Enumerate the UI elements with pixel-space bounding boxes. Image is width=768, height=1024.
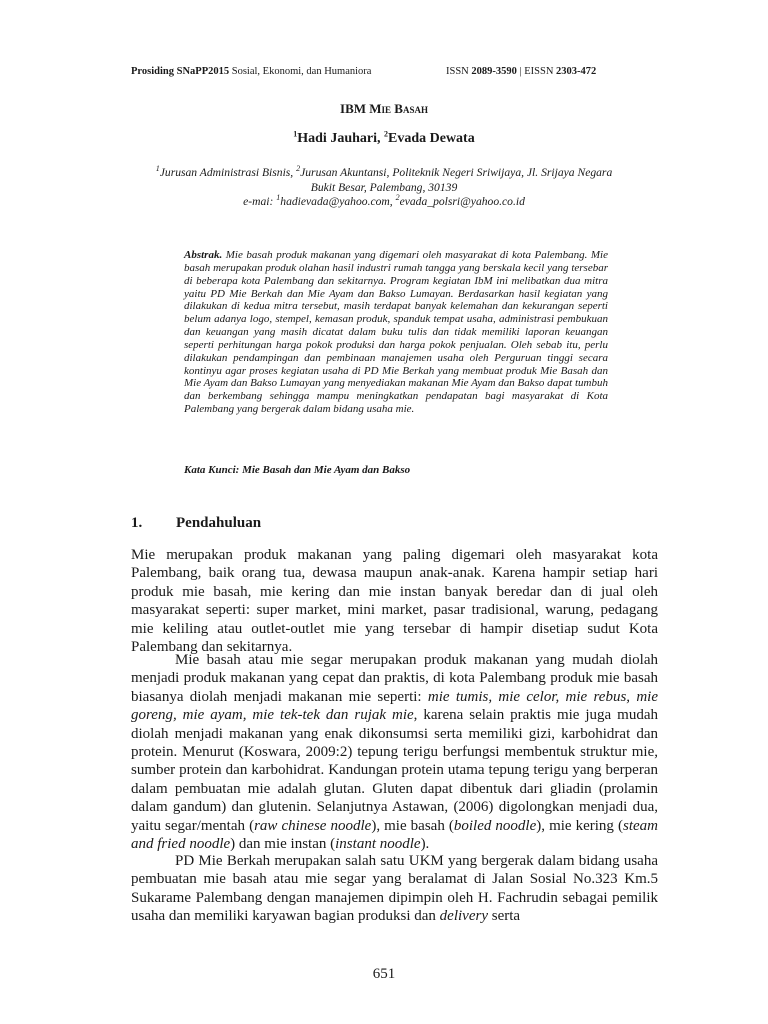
- running-header-right: [446, 66, 596, 77]
- p3-text-a: PD Mie Berkah merupakan salah satu UKM yang bergerak dalam bidang usaha pembuatan mie basah atau mie segar yang beralamat di Jalan Sosial No.323 Km.5 Sukarame Palembang dengan manajemen dipimpin oleh H. Fachrudin sebagai pemilik usaha dan memiliki karyawan bagian produksi dan: [131, 853, 658, 925]
- issn-label: ISSN: [446, 66, 472, 77]
- email-sup-1: 1: [276, 193, 281, 203]
- author1-sup: 1: [293, 129, 298, 139]
- p2-italic-2: raw chinese noodle: [254, 817, 372, 834]
- affiliation: [120, 166, 648, 210]
- email-label: e-mai:: [243, 195, 277, 208]
- email-sup-2: 2: [395, 193, 400, 203]
- p2-text-f: ).: [420, 836, 430, 853]
- body-paragraph-3: [131, 852, 658, 926]
- author1-name: Hadi Jauhari,: [297, 131, 384, 146]
- email-2: evada_polsri@yahoo.co.id: [399, 195, 525, 208]
- proceedings-name: Prosiding SNaPP2015: [131, 66, 230, 77]
- paper-title: [0, 101, 768, 117]
- section-heading: [131, 515, 261, 532]
- p2-text-a: Mie basah atau mie segar merupakan produk makanan yang mudah diolah menjadi produk makanan yang cepat dan praktis, di kota Palembang produk mie basah biasanya diolah menjadi makanan mie seperti:: [131, 652, 658, 705]
- p2-text-c: ), mie basah (: [371, 817, 454, 834]
- p2-text-b: , karena selain praktis mie juga mudah diolah menjadi makanan yang enak dikonsumsi serta memiliki gizi, karbohidrat dan protein. Menurut (Koswara, 2009:2) tepung terigu berfungsi membentuk struktur mie, sumber protein dan karbohidrat. Kandungan protein utama tepung terigu yang berperan dalam pembuatan mie adalah glutan. Gluten dapat dibentuk dari gliadin (prolamin dalam gandum) dan glutenin. Selanjutnya Astawan, (2006) digolongkan menjadi dua, yaitu segar/mentah (: [131, 707, 658, 834]
- p2-text-d: ), mie kering (: [536, 817, 623, 834]
- eissn-label: | EISSN: [516, 66, 557, 77]
- p2-italic-4: steam and fried noodle: [131, 817, 658, 853]
- p2-italic-5: instant noodle: [335, 836, 421, 853]
- abstract: [184, 249, 608, 416]
- title-mie: Mie: [369, 101, 395, 116]
- body-paragraph-1: Mie merupakan produk makanan yang paling digemari oleh masyarakat kota Palembang, baik orang tua, dewasa maupun anak-anak. Karena hampir setiap hari produk mie basah, mie kering dan mie instan banyak beredar dan di jual oleh masyarakat seperti: super market, mini market, pasar tradisional, warung, pedagang mie keliling atau outlet-outlet mie yang tersebar di hampir disetiap sudut Kota Palembang dan sekitarnya.: [131, 547, 658, 656]
- p3-text-b: serta: [487, 908, 521, 925]
- body-paragraph-2: [131, 651, 658, 853]
- title-ibm: IBM: [340, 101, 370, 116]
- eissn-value: 2303-472: [556, 66, 597, 77]
- affiliation-line-2: Bukit Besar, Palembang, 30139: [310, 180, 458, 194]
- aff-sup-2: 2: [296, 164, 301, 174]
- p2-text-e: ) dan mie instan (: [230, 836, 336, 853]
- affiliation-line-1: [120, 166, 648, 181]
- keywords: Kata Kunci: Mie Basah dan Mie Ayam dan Bakso: [184, 464, 411, 476]
- title-basah: Basah: [394, 101, 428, 116]
- p2-italic-1: mie tumis, mie celor, mie rebus, mie goreng, mie ayam, mie tek-tek dan rujak mie: [131, 688, 658, 724]
- author2-name: Evada Dewata: [388, 131, 475, 146]
- p2-italic-3: boiled noodle: [453, 817, 537, 834]
- abstract-label: Abstrak.: [184, 249, 223, 261]
- aff-dept-1: Jurusan Administrasi Bisnis,: [159, 166, 297, 179]
- p3-italic-1: delivery: [439, 908, 488, 925]
- proceedings-topic: Sosial, Ekonomi, dan Humaniora: [229, 66, 372, 77]
- issn-value: 2089-3590: [471, 66, 517, 77]
- author-list: [0, 131, 768, 147]
- page-number: 651: [372, 966, 396, 982]
- section-number: 1.: [131, 515, 143, 531]
- abstract-text: Mie basah produk makanan yang digemari oleh masyarakat di kota Palembang. Mie basah merupakan produk olahan hasil industri rumah tangga yang berskala kecil yang tersebar di beberapa kota Palembang dan sekitarnya. Program kegiatan IbM ini melibatkan dua mitra yaitu PD Mie Berkah dan Mie Ayam dan Bakso Lumayan. Berdasarkan hasil kegiatan yang dilakukan di kedua mitra tersebut, masih terdapat banyak kelemahan dan kekurangan seperti belum adanya logo, stempel, kemasan produk, spanduk tempat usaha, administrasi pembukuan dan keuangan yang masih dicatat dalam buku tulis dan tidak memiliki laporan keuangan seperti perhitungan harga pokok produksi dan harga pokok penjualan. Oleh sebab itu, perlu dilakukan pendampingan dan pembinaan manajemen usaha oleh Perguruan tinggi secara kontinyu agar proses kegiatan usaha di PD Mie Berkah yang membuat produk Mie Basah dan Mie Ayam dan Bakso Lumayan yang menyediakan makanan Mie Ayam dan Bakso dapat tumbuh dan berkembang sehingga mampu meningkatkan pendapatan bagi masyarakat di Kota Palembang yang bergerak dalam bidang usaha mie.: [184, 249, 608, 416]
- aff-dept-2: Jurusan Akuntansi, Politeknik Negeri Sriwijaya, Jl. Srijaya Negara: [300, 166, 613, 179]
- email-line: [120, 195, 648, 210]
- running-header-left: [131, 66, 371, 77]
- section-title: Pendahuluan: [176, 515, 262, 531]
- aff-sup-1: 1: [155, 164, 160, 174]
- email-1: hadievada@yahoo.com,: [280, 195, 396, 208]
- author2-sup: 2: [384, 129, 388, 139]
